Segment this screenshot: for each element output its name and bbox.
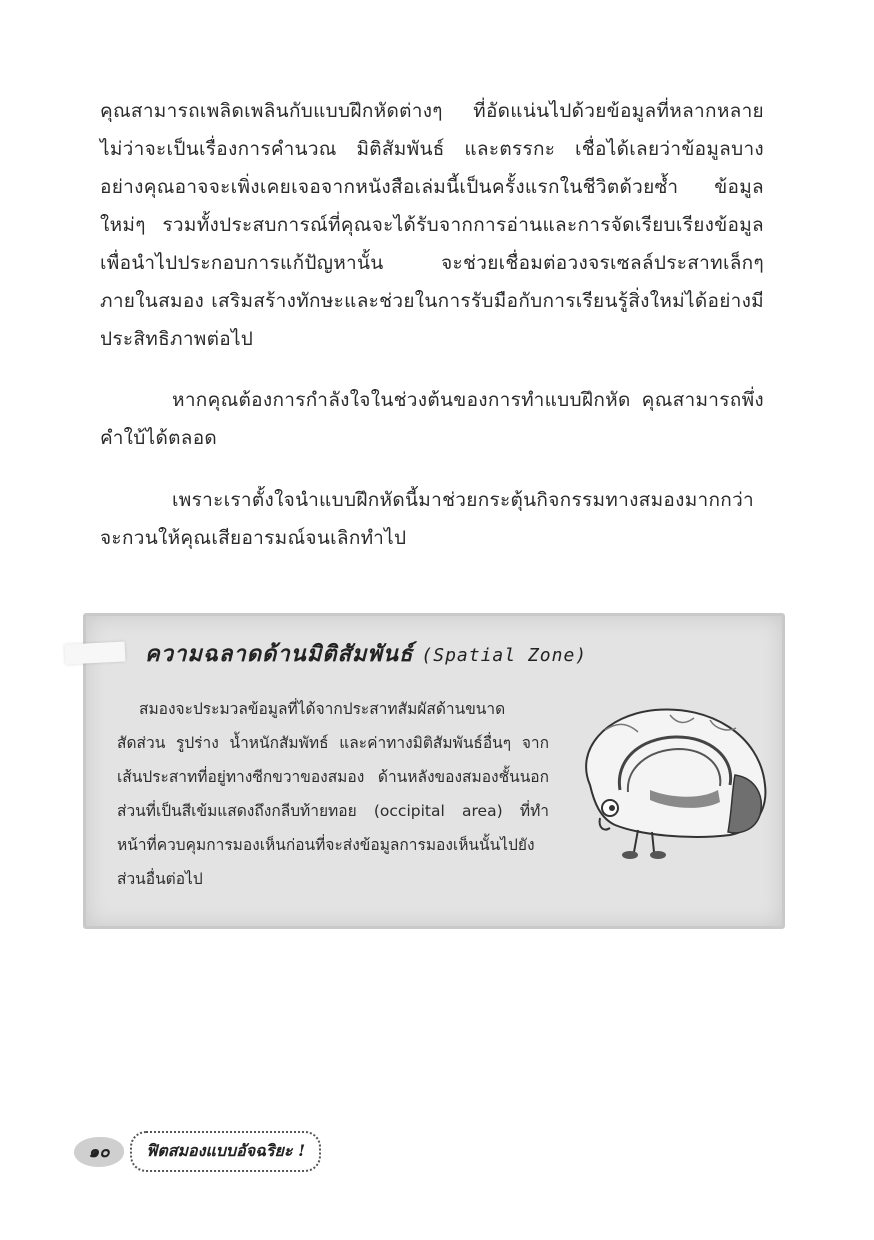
book-title: ฟิตสมองแบบอัจฉริยะ ! — [130, 1131, 321, 1172]
sidebox-body-text: สมองจะประมวลข้อมูลที่ได้จากประสาทสัมผัสด้านขนาด สัดส่วน รูปร่าง น้ำหนักสัมพัทธ์ และค่าทางมิติสัมพันธ์อื่นๆ จากเส้นประสาทที่อยู่ทางซีกขวาของสมอง ด้านหลังของสมองชั้นนอกส่วนที่เป็นสีเข้มแสดงถึงกลีบท้ายทอย (occipital area) ที่ทำหน้าที่ควบคุมการมองเห็นก่อนที่จะส่งข้อมูลการมองเห็นนั้นไปยังส่วนอื่นต่อไป — [117, 700, 549, 888]
sidebox-title-english: (Spatial Zone) — [421, 645, 588, 666]
hint-paragraph: หากคุณต้องการกำลังใจในช่วงต้นของการทำแบบฝึกหัด คุณสามารถพึ่งคำใบ้ได้ตลอด — [100, 389, 764, 449]
page-number: ๑๐ — [74, 1137, 124, 1167]
tape-decoration — [65, 641, 126, 664]
purpose-paragraph: เพราะเราตั้งใจนำแบบฝึกหัดนี้มาช่วยกระตุ้นกิจกรรมทางสมองมากกว่าจะกวนให้คุณเสียอารมณ์จนเลิกทำไป — [100, 489, 755, 549]
sidebox-title — [145, 636, 587, 671]
sidebox-body — [117, 692, 549, 896]
brain-illustration — [560, 690, 770, 870]
intro-paragraph: คุณสามารถเพลิดเพลินกับแบบฝึกหัดต่างๆ ที่อัดแน่นไปด้วยข้อมูลที่หลากหลาย ไม่ว่าจะเป็นเรื่องการคำนวณ มิติสัมพันธ์ และตรรกะ เชื่อได้เลยว่าข้อมูลบางอย่างคุณอาจจะเพิ่งเคยเจอจากหนังสือเล่มนี้เป็นครั้งแรกในชีวิตด้วยซ้ำ ข้อมูลใหม่ๆ รวมทั้งประสบการณ์ที่คุณจะได้รับจากการอ่านและการจัดเรียบเรียงข้อมูลเพื่อนำไปประกอบการแก้ปัญหานั้น จะช่วยเชื่อมต่อวงจรเซลล์ประสาทเล็กๆ ภายในสมอง เสริมสร้างทักษะและช่วยในการรับมือกับการเรียนรู้สิ่งใหม่ได้อย่างมีประสิทธิภาพต่อไป — [100, 100, 764, 350]
sidebox-title-thai: ความฉลาดด้านมิติสัมพันธ์ — [145, 641, 414, 667]
